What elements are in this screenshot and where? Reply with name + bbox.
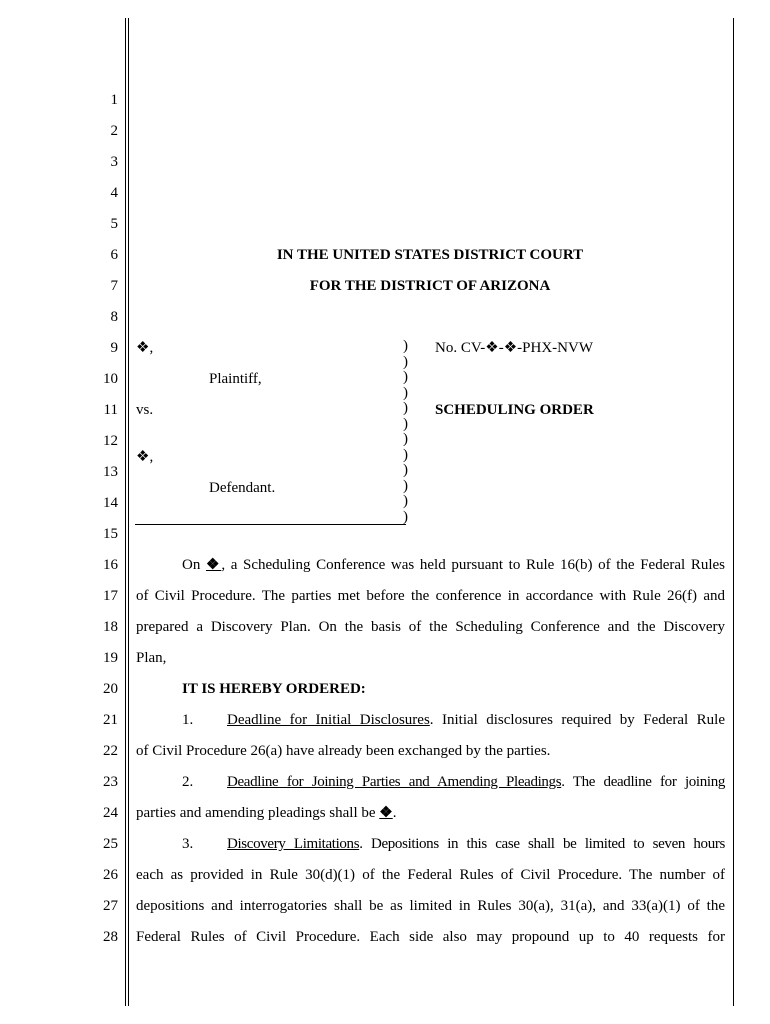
- line-number: 3: [110, 154, 118, 170]
- line-number: 24: [103, 805, 118, 821]
- court-name: IN THE UNITED STATES DISTRICT COURT: [276, 247, 584, 263]
- caption-paren: ): [403, 462, 408, 478]
- versus: vs.: [136, 402, 154, 418]
- item-3-line-3: depositions and interrogatories shall be as limited in Rules 30(a), 31(a), and 33(a)(1) of the: [136, 898, 725, 914]
- line-number: 12: [103, 433, 118, 449]
- line-number: 14: [103, 495, 118, 511]
- caption-paren: ): [403, 446, 408, 463]
- line-number: 20: [103, 681, 118, 697]
- left-margin-rule-outer: [125, 18, 126, 1006]
- body-text: On: [182, 557, 206, 573]
- item-heading: Discovery Limitations: [227, 836, 360, 852]
- redacted-date-mark: ❖: [379, 805, 393, 821]
- order-heading: IT IS HEREBY ORDERED:: [182, 681, 366, 697]
- caption-paren: ): [403, 400, 408, 416]
- line-number: 21: [103, 712, 118, 728]
- body-text: . Depositions in this case shall be limited to seven hours: [359, 836, 725, 852]
- item-number: 2.: [182, 774, 194, 790]
- line-number: 17: [103, 588, 118, 604]
- line-number: 23: [103, 774, 118, 790]
- defendant-label: Defendant.: [209, 480, 276, 496]
- item-3-line-1: [227, 835, 725, 853]
- line-number: 19: [103, 650, 118, 666]
- caption-paren: ): [403, 338, 408, 354]
- line-number: 2: [110, 123, 118, 139]
- line-number: 15: [103, 526, 118, 542]
- body-text: . The deadline for joining: [561, 774, 725, 790]
- line-number: 25: [103, 836, 118, 852]
- plaintiff-label: Plaintiff,: [209, 371, 262, 387]
- caption-paren: ): [403, 431, 408, 447]
- line-number: 7: [110, 278, 118, 294]
- item-heading: Deadline for Initial Disclosures: [227, 712, 430, 728]
- body-text: . Initial disclosures required by Federal Rule: [429, 712, 725, 728]
- caption-paren: ): [403, 508, 408, 525]
- caption-paren: ): [403, 415, 408, 432]
- document-title: SCHEDULING ORDER: [435, 402, 594, 418]
- body-text: parties and amending pleadings shall be: [136, 805, 380, 821]
- item-3-line-2: each as provided in Rule 30(d)(1) of the Federal Rules of Civil Procedure. The number of: [136, 867, 725, 883]
- body-line-19: Plan,: [136, 650, 167, 666]
- line-number: 11: [103, 402, 118, 418]
- item-3-line-4: Federal Rules of Civil Procedure. Each side also may propound up to 40 requests for: [136, 929, 725, 945]
- line-number: 4: [110, 185, 118, 201]
- court-district: FOR THE DISTRICT OF ARIZONA: [309, 278, 551, 294]
- line-number: 9: [110, 340, 118, 356]
- left-margin-rule-inner: [128, 18, 129, 1006]
- right-margin-rule: [733, 18, 734, 1006]
- case-number: No. CV-❖-❖-PHX-NVW: [435, 340, 593, 356]
- body-line-17: of Civil Procedure. The parties met before the conference in accordance with Rule 26(f) and: [136, 588, 725, 604]
- line-number: 18: [103, 619, 118, 635]
- line-number: 13: [103, 464, 118, 480]
- item-number: 3.: [182, 836, 194, 852]
- caption-paren: ): [403, 369, 408, 385]
- line-number: 16: [103, 557, 118, 573]
- plaintiff-name: ❖,: [136, 340, 154, 356]
- line-number: 6: [110, 247, 118, 263]
- defendant-name: ❖,: [136, 449, 154, 465]
- item-1-line-1: [227, 711, 725, 729]
- item-number: 1.: [182, 712, 194, 728]
- item-2-line-2: [136, 804, 396, 822]
- item-2-line-1: [227, 773, 725, 791]
- line-number: 1: [110, 92, 118, 108]
- body-line-18: prepared a Discovery Plan. On the basis of the Scheduling Conference and the Discovery: [136, 619, 725, 635]
- line-number: 27: [103, 898, 118, 914]
- body-text: , a Scheduling Conference was held pursuant to Rule 16(b) of the Federal Rules: [221, 557, 725, 573]
- caption-paren: ): [403, 353, 408, 370]
- line-number: 5: [110, 216, 118, 232]
- body-line-16: [182, 556, 725, 574]
- caption-paren: ): [403, 477, 408, 494]
- item-heading: Deadline for Joining Parties and Amending Pleadings: [227, 774, 562, 790]
- item-1-line-2: of Civil Procedure 26(a) have already been exchanged by the parties.: [136, 743, 551, 759]
- caption-paren: ): [403, 384, 408, 401]
- line-number: 22: [103, 743, 118, 759]
- line-number: 8: [110, 309, 118, 325]
- redacted-date-mark: ❖: [205, 557, 222, 573]
- caption-paren: ): [403, 493, 408, 509]
- body-text: .: [392, 805, 397, 821]
- line-number: 10: [103, 371, 118, 387]
- caption-underline: [135, 524, 406, 525]
- line-number: 26: [103, 867, 118, 883]
- line-number: 28: [103, 929, 118, 945]
